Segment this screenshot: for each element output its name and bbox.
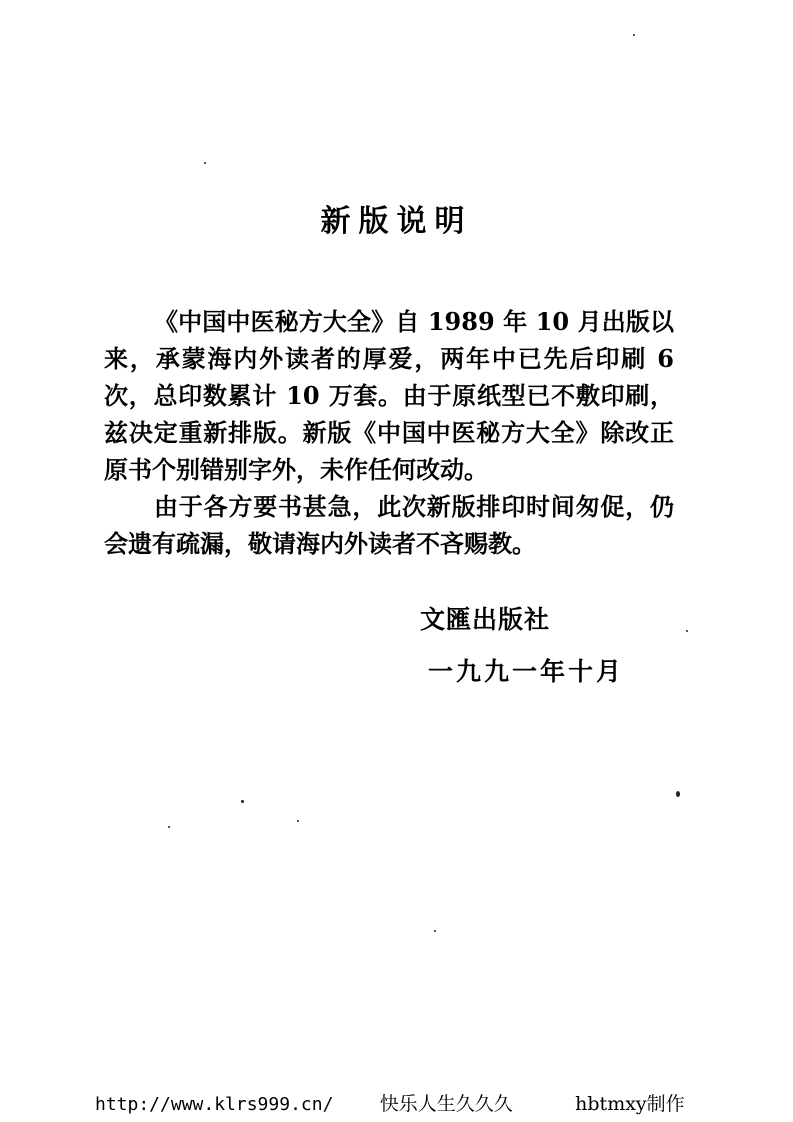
footer-tagline: 快乐人生久久久 <box>379 1093 513 1115</box>
footer-url-link[interactable]: http://www.klrs999.cn/ <box>95 1094 334 1115</box>
scan-speck <box>676 791 680 797</box>
scan-speck <box>241 800 244 803</box>
scan-speck <box>686 630 688 632</box>
publisher-name: 文匯出版社 <box>420 605 551 634</box>
scan-speck <box>204 162 206 164</box>
publication-date: 一九九一年十月 <box>428 657 625 686</box>
footer-credit: hbtmxy制作 <box>575 1093 685 1115</box>
paragraph-1: 《中国中医秘方大全》自 1989 年 10 月出版以来，承蒙海内外读者的厚爱，两年中已先后印刷 6 次，总印数累计 10 万套。由于原纸型已不敷印刷，兹决定重新排版。新版《中国中医秘方大全》除改正原书个别错别字外，未作任何改动。 <box>104 307 674 484</box>
paragraph-2: 由于各方要书甚急，此次新版排印时间匆促，仍会遗有疏漏，敬请海内外读者不吝赐教。 <box>104 492 674 558</box>
scan-speck <box>297 820 299 822</box>
signature-block <box>420 600 624 692</box>
scan-speck <box>633 34 635 36</box>
scan-speck <box>434 930 436 932</box>
scan-speck <box>168 826 170 828</box>
notice-body <box>104 303 674 562</box>
page-title: 新版说明 <box>320 204 473 239</box>
footer <box>95 1088 715 1120</box>
